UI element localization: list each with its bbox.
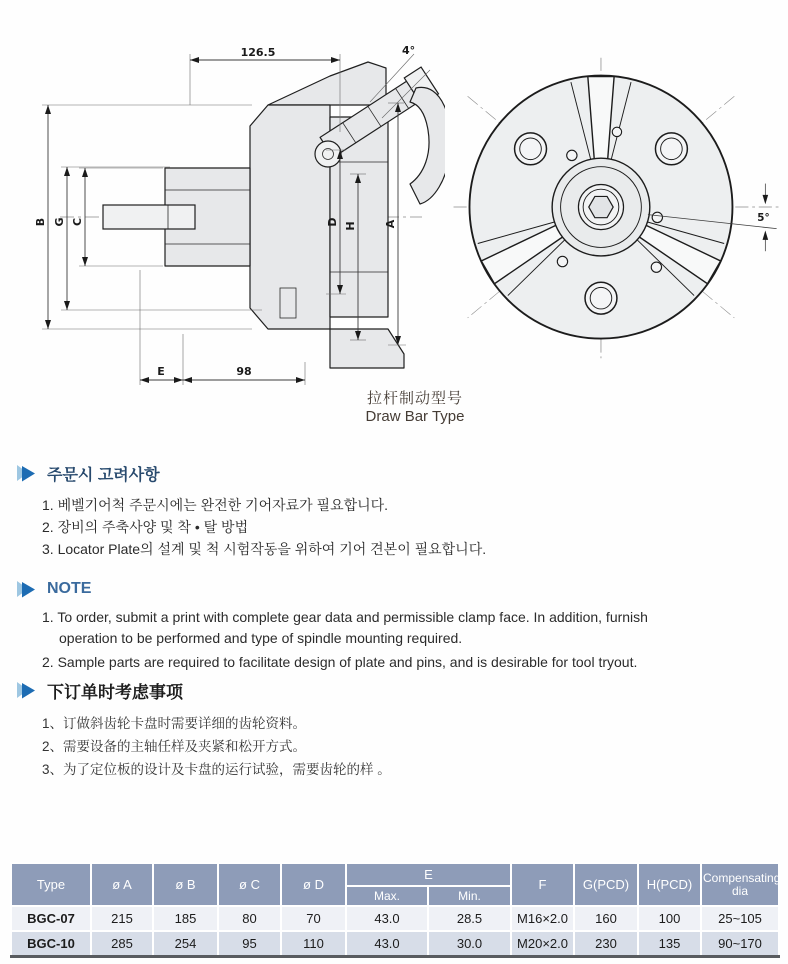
list-item: 3. Locator Plate의 설계 및 척 시험작동을 위하여 기어 견본이 필요합니다.	[42, 541, 487, 557]
cell-type: BGC-10	[11, 931, 91, 957]
cell-type: BGC-07	[11, 906, 91, 931]
cell-c: 95	[218, 931, 281, 957]
section-title: NOTE	[47, 580, 92, 597]
cell-a: 285	[91, 931, 153, 957]
section-header	[16, 462, 772, 485]
cell-a: 215	[91, 906, 153, 931]
lever-pivot	[315, 141, 341, 167]
table-row	[11, 931, 779, 957]
cell-e-max: 43.0	[346, 906, 428, 931]
dim-g-label: G	[53, 217, 66, 227]
spec-table	[10, 862, 780, 958]
cell-compensating-dia: 90~170	[701, 931, 779, 957]
section-title: 下订单时考虑事项	[47, 683, 183, 702]
section-chinese-notes	[16, 678, 772, 781]
side-view-drawing	[30, 42, 445, 390]
col-header-e: E	[346, 863, 511, 886]
list-item: 2. Sample parts are required to facilitate design of plate and pins, and is desirable for tool tryout.	[42, 654, 638, 670]
chuck-foot	[330, 329, 404, 368]
dim-c-label: C	[71, 217, 84, 227]
list-item: 2、需要设备的主轴任样及夹紧和松开方式。	[42, 739, 307, 754]
dim-5deg-label: 5°	[757, 212, 770, 225]
caption-english: Draw Bar Type	[365, 408, 465, 425]
col-header-h: H(PCD)	[638, 863, 701, 906]
double-chevron-icon	[16, 465, 37, 482]
section-note	[16, 580, 772, 676]
cell-e-max: 43.0	[346, 931, 428, 957]
dim-d-label: D	[326, 217, 339, 227]
col-header-f: F	[511, 863, 574, 906]
col-header-g: G(PCD)	[574, 863, 638, 906]
col-header-a: ø A	[91, 863, 153, 906]
cell-g: 230	[574, 931, 638, 957]
cell-compensating-dia: 25~105	[701, 906, 779, 931]
dim-top-label: 126.5	[240, 46, 276, 59]
section-title: 주문시 고려사항	[47, 467, 160, 484]
col-header-b: ø B	[153, 863, 218, 906]
list-item: 3、为了定位板的设计及卡盘的运行试验，需要齿轮的样 。	[42, 762, 391, 777]
double-chevron-icon	[16, 682, 37, 699]
dim-a-label: A	[384, 219, 397, 229]
cell-d: 110	[281, 931, 346, 957]
center-hex-bolt	[589, 196, 613, 217]
list-item: 1. 베벨기어척 주문시에는 완전한 기어자료가 필요합니다.	[42, 497, 389, 513]
cell-e-min: 30.0	[428, 931, 511, 957]
section-header	[16, 678, 772, 703]
clamp-hook	[410, 87, 445, 204]
col-header-e-min: Min.	[428, 886, 511, 906]
section-korean-notes	[16, 462, 772, 560]
dim-b-label: B	[34, 217, 47, 227]
table-row	[11, 906, 779, 931]
list-item: 2. 장비의 주축사양 및 착 • 탈 방법	[42, 519, 249, 535]
section-header	[16, 580, 772, 598]
list-item: 1. To order, submit a print with complete gear data and permissible clamp face. In addition, furnish operation to be performed and type of spindle mounting required.	[42, 609, 648, 646]
cell-d: 70	[281, 906, 346, 931]
chuck-upper-housing	[268, 62, 386, 105]
list-item: 1、订做斜齿轮卡盘时需要详细的齿轮资料。	[42, 716, 307, 731]
col-header-type: Type	[11, 863, 91, 906]
cell-h: 135	[638, 931, 701, 957]
double-chevron-icon	[16, 581, 37, 598]
dim-angle-label: 4°	[402, 44, 416, 57]
cell-b: 254	[153, 931, 218, 957]
cell-h: 100	[638, 906, 701, 931]
dim-h-label: H	[344, 221, 357, 231]
cell-e-min: 28.5	[428, 906, 511, 931]
draw-bar-shaft	[103, 205, 195, 229]
dim-98-label: 98	[236, 365, 252, 378]
col-header-e-max: Max.	[346, 886, 428, 906]
chuck-front-plate	[250, 105, 330, 329]
cell-f: M20×2.0	[511, 931, 574, 957]
cell-f: M16×2.0	[511, 906, 574, 931]
cell-g: 160	[574, 906, 638, 931]
dim-e-label: E	[157, 365, 165, 378]
col-header-d: ø D	[281, 863, 346, 906]
drawing-caption	[300, 387, 530, 425]
spec-table-container	[10, 862, 780, 958]
front-view-drawing	[446, 52, 786, 364]
caption-chinese: 拉杆制动型号	[366, 390, 463, 407]
col-header-compensating-dia: Compensating dia	[701, 863, 779, 906]
cell-c: 80	[218, 906, 281, 931]
cell-b: 185	[153, 906, 218, 931]
col-header-c: ø C	[218, 863, 281, 906]
